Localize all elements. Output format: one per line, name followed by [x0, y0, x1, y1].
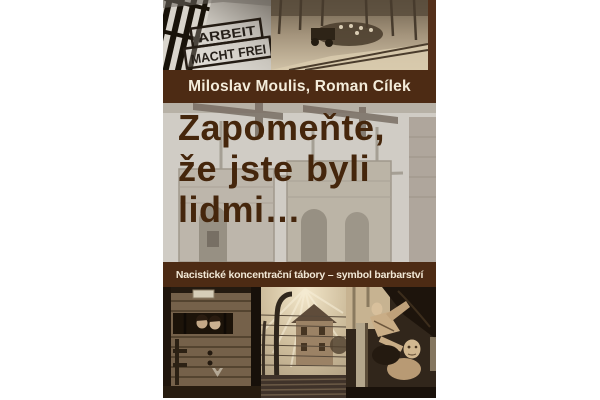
book-title: [178, 107, 385, 230]
bottom-photo-strip: [163, 287, 436, 398]
boxcar-plate: [193, 290, 214, 298]
emaciated-prisoners-photo: [346, 287, 436, 398]
arbeit-macht-frei-gate-photo: [163, 0, 271, 70]
author-names: Miloslav Moulis, Roman Cílek: [188, 77, 411, 95]
author-band: [163, 70, 436, 103]
gate-sign-line2: MACHT FREI: [189, 40, 271, 67]
forest-group-photo: [271, 0, 428, 70]
gate-sign-line1: ARBEIT: [196, 24, 247, 46]
subtitle-text: Nacistické koncentrační tábory – symbol barbarství: [175, 268, 424, 281]
title-line-3: lidmi…: [178, 189, 302, 230]
subtitle-band: [163, 262, 436, 287]
title-line-1: Zapomeňte,: [178, 107, 386, 148]
top-photo-strip: [163, 0, 436, 70]
deportation-boxcar-photo: [163, 287, 261, 398]
book-cover: [163, 0, 436, 398]
title-line-2: že jste byli: [178, 148, 371, 189]
camp-fence-building-photo: [261, 287, 346, 398]
boxcar-window: [173, 313, 233, 334]
title-section: [163, 103, 436, 262]
cover-edge-band: [428, 0, 436, 70]
